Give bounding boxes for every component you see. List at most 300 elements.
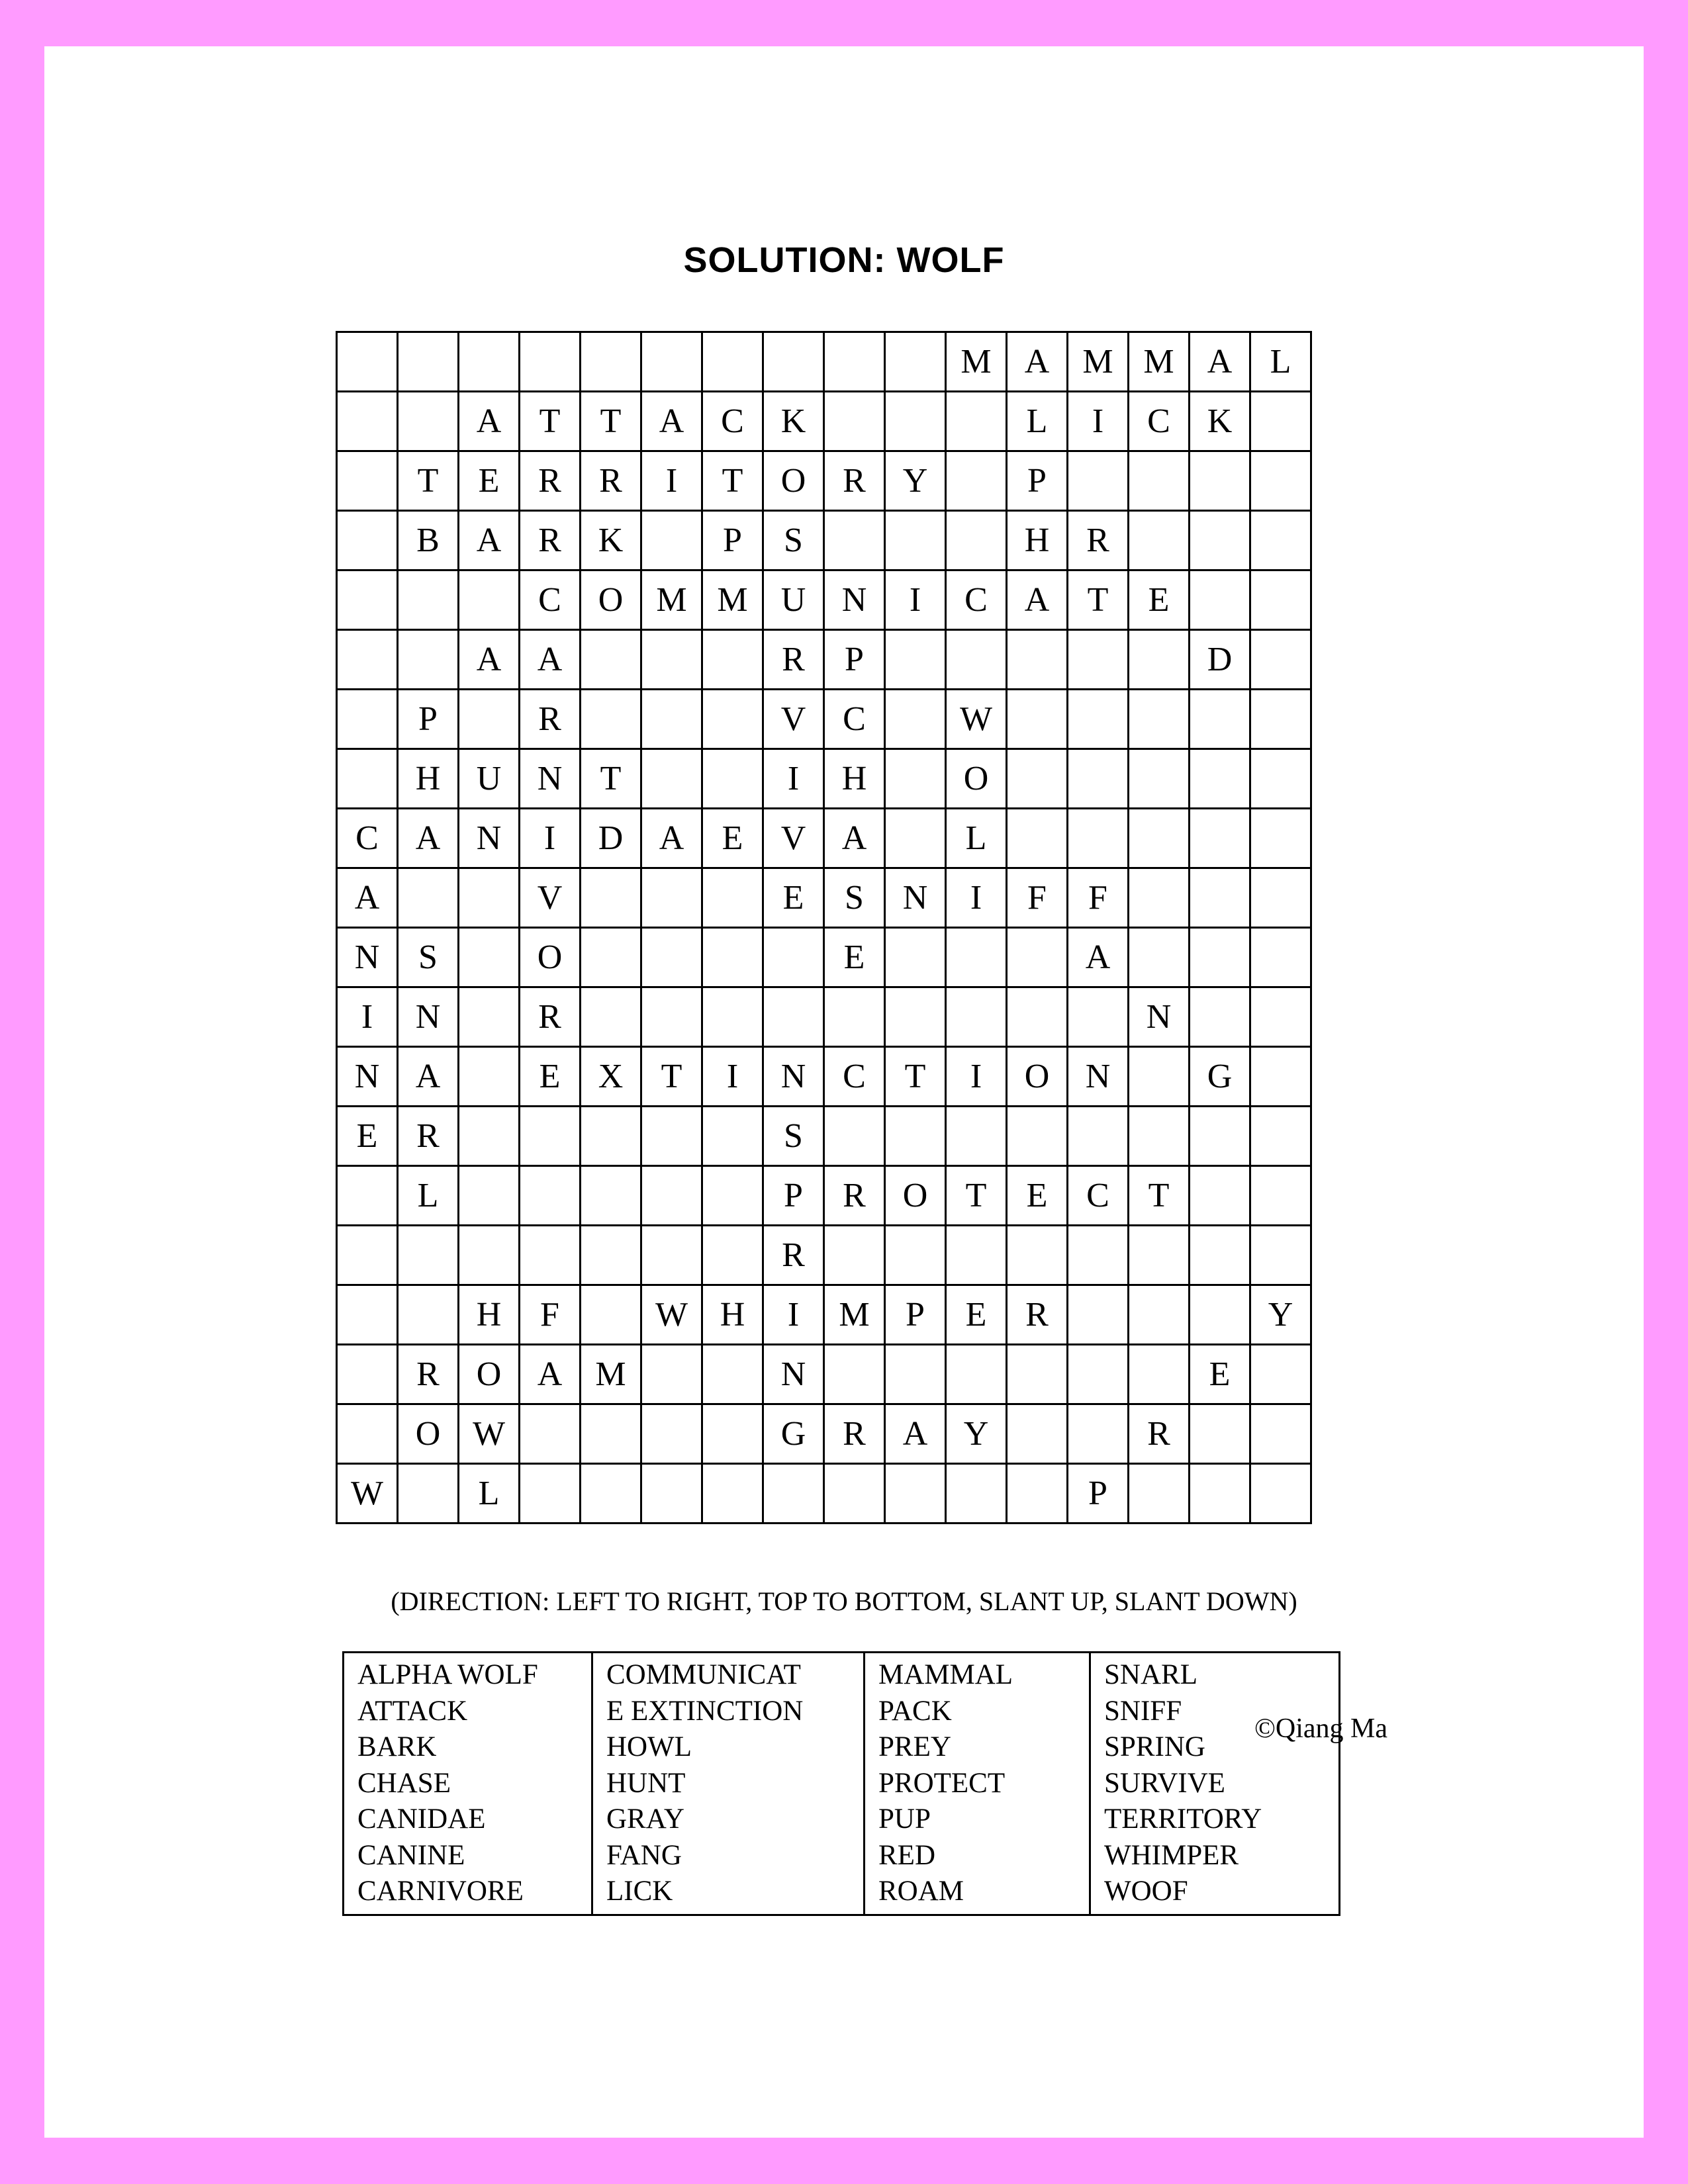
grid-cell — [459, 1166, 520, 1226]
grid-cell — [1068, 1404, 1129, 1464]
grid-cell: S — [398, 928, 459, 987]
grid-cell: E — [824, 928, 885, 987]
grid-cell: L — [398, 1166, 459, 1226]
word-list-item: GRAY — [606, 1803, 684, 1835]
grid-cell — [1250, 928, 1311, 987]
grid-cell — [520, 332, 581, 392]
grid-cell: O — [946, 749, 1007, 809]
grid-cell — [1007, 1464, 1068, 1524]
grid-cell — [1250, 809, 1311, 868]
grid-cell — [459, 332, 520, 392]
grid-cell — [1129, 451, 1190, 511]
grid-cell: M — [581, 1345, 641, 1404]
grid-cell — [885, 1464, 946, 1524]
grid-cell: N — [1068, 1047, 1129, 1107]
grid-cell: R — [581, 451, 641, 511]
word-list-column — [344, 1653, 592, 1915]
grid-cell: M — [641, 570, 702, 630]
grid-cell: R — [398, 1107, 459, 1166]
word-list-item: E EXTINCTION — [606, 1695, 804, 1727]
grid-cell: T — [885, 1047, 946, 1107]
grid-cell: K — [1190, 392, 1250, 451]
grid-cell — [1129, 511, 1190, 570]
word-list-item: SPRING — [1104, 1731, 1205, 1762]
grid-cell — [1129, 1107, 1190, 1166]
grid-cell — [459, 1226, 520, 1285]
direction-note: (DIRECTION: LEFT TO RIGHT, TOP TO BOTTOM, SLANT UP, SLANT DOWN) — [391, 1586, 1297, 1616]
word-list-item: HOWL — [606, 1731, 692, 1762]
grid-cell — [398, 332, 459, 392]
grid-cell: E — [702, 809, 763, 868]
grid-cell — [1129, 1464, 1190, 1524]
grid-cell — [946, 1226, 1007, 1285]
grid-cell — [946, 928, 1007, 987]
grid-cell — [1250, 1107, 1311, 1166]
grid-cell: I — [337, 987, 398, 1047]
grid-cell — [702, 928, 763, 987]
grid-cell: V — [520, 868, 581, 928]
grid-cell: I — [885, 570, 946, 630]
grid-cell — [1250, 987, 1311, 1047]
grid-cell: W — [459, 1404, 520, 1464]
grid-cell — [885, 1226, 946, 1285]
grid-cell — [702, 749, 763, 809]
grid-cell — [885, 1107, 946, 1166]
grid-cell: H — [398, 749, 459, 809]
grid-row — [337, 809, 1311, 868]
grid-cell — [1007, 690, 1068, 749]
word-list-item: COMMUNICAT — [606, 1659, 801, 1690]
grid-cell: T — [581, 749, 641, 809]
grid-cell — [763, 1464, 824, 1524]
grid-cell — [337, 570, 398, 630]
word-list-item: CANIDAE — [357, 1803, 486, 1835]
word-list-item: SURVIVE — [1104, 1767, 1225, 1799]
grid-cell — [1068, 630, 1129, 690]
grid-cell — [702, 868, 763, 928]
copyright: ©Qiang Ma — [1254, 1713, 1388, 1744]
grid-cell: R — [763, 1226, 824, 1285]
grid-cell: E — [1129, 570, 1190, 630]
grid-cell — [1007, 987, 1068, 1047]
grid-cell — [459, 987, 520, 1047]
grid-row — [337, 1107, 1311, 1166]
grid-row — [337, 1047, 1311, 1107]
grid-cell: K — [763, 392, 824, 451]
grid-cell: R — [1007, 1285, 1068, 1345]
grid-cell: R — [824, 1404, 885, 1464]
grid-cell — [581, 1107, 641, 1166]
grid-cell — [1007, 1226, 1068, 1285]
grid-cell: A — [459, 392, 520, 451]
grid-cell: S — [824, 868, 885, 928]
grid-cell: R — [398, 1345, 459, 1404]
grid-cell — [1250, 1166, 1311, 1226]
grid-cell — [1250, 392, 1311, 451]
grid-cell — [337, 690, 398, 749]
grid-cell — [1007, 1404, 1068, 1464]
grid-cell: B — [398, 511, 459, 570]
grid-cell — [702, 630, 763, 690]
page-title: SOLUTION: WOLF — [683, 240, 1005, 280]
grid-cell — [1250, 451, 1311, 511]
grid-cell — [1007, 928, 1068, 987]
grid-cell: Y — [885, 451, 946, 511]
grid-cell — [1190, 1166, 1250, 1226]
grid-cell — [885, 392, 946, 451]
grid-cell: N — [885, 868, 946, 928]
grid-cell — [337, 1226, 398, 1285]
grid-cell: I — [520, 809, 581, 868]
grid-cell — [641, 690, 702, 749]
grid-cell — [946, 511, 1007, 570]
grid-cell — [1190, 511, 1250, 570]
word-list-column — [592, 1653, 865, 1915]
grid-cell — [641, 511, 702, 570]
grid-cell — [1250, 1404, 1311, 1464]
grid-cell: R — [520, 451, 581, 511]
grid-cell: M — [946, 332, 1007, 392]
grid-cell — [1190, 1226, 1250, 1285]
grid-cell: Y — [946, 1404, 1007, 1464]
grid-cell: O — [398, 1404, 459, 1464]
grid-cell: R — [520, 511, 581, 570]
grid-cell — [337, 1345, 398, 1404]
word-list-item: MAMMAL — [878, 1659, 1013, 1690]
grid-cell — [946, 451, 1007, 511]
grid-cell — [763, 928, 824, 987]
word-list-item: RED — [878, 1839, 935, 1871]
grid-cell — [824, 1345, 885, 1404]
grid-cell: U — [763, 570, 824, 630]
grid-cell — [1190, 928, 1250, 987]
grid-cell — [641, 749, 702, 809]
grid-cell — [581, 630, 641, 690]
grid-cell — [946, 1345, 1007, 1404]
grid-cell: C — [824, 1047, 885, 1107]
grid-cell — [885, 987, 946, 1047]
grid-cell: W — [337, 1464, 398, 1524]
grid-cell — [1129, 690, 1190, 749]
grid-cell — [885, 630, 946, 690]
word-list-item: BARK — [357, 1731, 437, 1762]
grid-cell: T — [581, 392, 641, 451]
grid-cell — [885, 1345, 946, 1404]
grid-cell: W — [641, 1285, 702, 1345]
grid-cell: A — [1007, 570, 1068, 630]
grid-cell: C — [824, 690, 885, 749]
grid-cell — [398, 1464, 459, 1524]
grid-cell: N — [763, 1345, 824, 1404]
grid-cell: T — [641, 1047, 702, 1107]
grid-cell — [1250, 749, 1311, 809]
grid-cell: A — [398, 1047, 459, 1107]
grid-cell: O — [520, 928, 581, 987]
grid-cell — [1190, 1464, 1250, 1524]
grid-cell — [337, 1404, 398, 1464]
grid-cell: E — [1007, 1166, 1068, 1226]
grid-cell — [581, 690, 641, 749]
grid-cell: I — [1068, 392, 1129, 451]
grid-row — [337, 1226, 1311, 1285]
grid-cell: A — [1007, 332, 1068, 392]
word-list-item: PREY — [878, 1731, 951, 1762]
grid-cell: Y — [1250, 1285, 1311, 1345]
grid-cell — [1190, 451, 1250, 511]
grid-cell: A — [885, 1404, 946, 1464]
grid-cell — [1007, 809, 1068, 868]
grid-cell: P — [763, 1166, 824, 1226]
grid-cell: O — [763, 451, 824, 511]
grid-cell: R — [824, 1166, 885, 1226]
grid-cell — [1068, 690, 1129, 749]
grid-cell — [1007, 749, 1068, 809]
grid-cell: A — [337, 868, 398, 928]
grid-row — [337, 1464, 1311, 1524]
grid-cell: G — [1190, 1047, 1250, 1107]
grid-cell — [1190, 1285, 1250, 1345]
grid-cell — [702, 1404, 763, 1464]
word-list-item: ALPHA WOLF — [357, 1659, 538, 1690]
word-list-item: CARNIVORE — [357, 1876, 524, 1907]
grid-cell — [520, 1464, 581, 1524]
grid-cell: E — [337, 1107, 398, 1166]
grid-row — [337, 451, 1311, 511]
grid-cell: N — [520, 749, 581, 809]
grid-cell: P — [702, 511, 763, 570]
word-list-item: SNIFF — [1104, 1695, 1182, 1727]
grid-cell — [824, 511, 885, 570]
grid-cell — [763, 987, 824, 1047]
grid-cell — [398, 868, 459, 928]
grid-cell — [1250, 1345, 1311, 1404]
grid-cell — [1129, 1285, 1190, 1345]
grid-cell — [337, 749, 398, 809]
grid-cell: E — [946, 1285, 1007, 1345]
grid-row — [337, 1166, 1311, 1226]
grid-cell: E — [459, 451, 520, 511]
grid-cell: R — [520, 987, 581, 1047]
grid-cell: A — [520, 1345, 581, 1404]
grid-cell — [337, 1285, 398, 1345]
grid-cell — [1068, 1285, 1129, 1345]
grid-cell: N — [398, 987, 459, 1047]
word-list-item: CHASE — [357, 1767, 451, 1799]
grid-cell: C — [337, 809, 398, 868]
grid-cell: D — [581, 809, 641, 868]
grid-cell: N — [763, 1047, 824, 1107]
grid-cell — [702, 1226, 763, 1285]
grid-cell: S — [763, 511, 824, 570]
grid-cell — [641, 630, 702, 690]
grid-cell — [641, 1107, 702, 1166]
grid-cell: I — [763, 1285, 824, 1345]
grid-cell — [1129, 928, 1190, 987]
grid-cell: T — [520, 392, 581, 451]
grid-row — [337, 332, 1311, 392]
grid-cell — [1250, 630, 1311, 690]
word-list-item: HUNT — [606, 1767, 686, 1799]
grid-cell: P — [1068, 1464, 1129, 1524]
grid-cell — [1007, 1107, 1068, 1166]
grid-row — [337, 868, 1311, 928]
grid-cell: M — [1129, 332, 1190, 392]
grid-cell — [398, 630, 459, 690]
grid-cell — [641, 1464, 702, 1524]
grid-cell — [885, 749, 946, 809]
grid-cell: R — [1129, 1404, 1190, 1464]
grid-cell: S — [763, 1107, 824, 1166]
grid-row — [337, 630, 1311, 690]
grid-row — [337, 392, 1311, 451]
grid-cell — [885, 928, 946, 987]
grid-cell: C — [520, 570, 581, 630]
grid-cell — [1250, 868, 1311, 928]
grid-cell: L — [1250, 332, 1311, 392]
grid-cell — [1250, 1226, 1311, 1285]
grid-cell — [641, 332, 702, 392]
grid-cell: I — [641, 451, 702, 511]
grid-cell — [581, 987, 641, 1047]
grid-row — [337, 570, 1311, 630]
grid-cell: O — [885, 1166, 946, 1226]
grid-cell: U — [459, 749, 520, 809]
grid-cell: E — [1190, 1345, 1250, 1404]
grid-cell — [1007, 1345, 1068, 1404]
grid-cell — [641, 1404, 702, 1464]
grid-cell: I — [946, 1047, 1007, 1107]
grid-row — [337, 690, 1311, 749]
grid-cell: O — [581, 570, 641, 630]
grid-cell — [1068, 1345, 1129, 1404]
grid-cell — [824, 1107, 885, 1166]
grid-cell: O — [459, 1345, 520, 1404]
word-list-item: ROAM — [878, 1876, 964, 1907]
grid-cell — [1250, 1464, 1311, 1524]
grid-cell: P — [824, 630, 885, 690]
grid-cell — [1190, 987, 1250, 1047]
word-list — [342, 1651, 1340, 1916]
grid-cell: P — [1007, 451, 1068, 511]
grid-cell: H — [1007, 511, 1068, 570]
grid-cell — [702, 1107, 763, 1166]
grid-cell — [398, 1285, 459, 1345]
grid-cell: R — [1068, 511, 1129, 570]
grid-cell — [1190, 690, 1250, 749]
grid-cell: T — [702, 451, 763, 511]
grid-cell — [1129, 809, 1190, 868]
grid-cell — [459, 1107, 520, 1166]
grid-cell — [885, 809, 946, 868]
word-list-item: SNARL — [1104, 1659, 1197, 1690]
grid-cell — [581, 868, 641, 928]
grid-cell — [459, 570, 520, 630]
grid-cell: A — [824, 809, 885, 868]
grid-cell — [702, 1464, 763, 1524]
grid-cell — [337, 630, 398, 690]
grid-cell — [1129, 1345, 1190, 1404]
grid-cell: A — [1068, 928, 1129, 987]
grid-cell — [702, 987, 763, 1047]
grid-row — [337, 749, 1311, 809]
grid-cell — [520, 1226, 581, 1285]
grid-cell — [581, 1285, 641, 1345]
grid-cell: E — [763, 868, 824, 928]
grid-cell: N — [459, 809, 520, 868]
grid-cell — [641, 1226, 702, 1285]
grid-row — [337, 511, 1311, 570]
grid-cell — [885, 511, 946, 570]
grid-cell — [1190, 1107, 1250, 1166]
grid-cell — [581, 1166, 641, 1226]
grid-cell — [1068, 1226, 1129, 1285]
grid-row — [337, 1345, 1311, 1404]
grid-cell: A — [459, 511, 520, 570]
grid-cell — [337, 392, 398, 451]
grid-cell — [1068, 451, 1129, 511]
grid-cell: V — [763, 690, 824, 749]
grid-cell: L — [946, 809, 1007, 868]
grid-cell — [946, 1107, 1007, 1166]
grid-cell: A — [641, 809, 702, 868]
grid-cell — [885, 332, 946, 392]
grid-cell — [459, 928, 520, 987]
word-list-item: TERRITORY — [1104, 1803, 1262, 1835]
grid-row — [337, 1285, 1311, 1345]
grid-cell — [1190, 749, 1250, 809]
grid-cell: A — [1190, 332, 1250, 392]
grid-cell — [1129, 749, 1190, 809]
grid-cell — [1250, 570, 1311, 630]
grid-cell — [1068, 749, 1129, 809]
word-list-column — [865, 1653, 1090, 1915]
grid-cell — [1068, 1107, 1129, 1166]
word-list-item: WOOF — [1104, 1876, 1188, 1907]
grid-cell — [763, 332, 824, 392]
grid-cell — [1007, 630, 1068, 690]
word-list-item: FANG — [606, 1839, 682, 1871]
grid-cell: P — [885, 1285, 946, 1345]
grid-cell: E — [520, 1047, 581, 1107]
grid-cell — [337, 332, 398, 392]
grid-cell: N — [1129, 987, 1190, 1047]
grid-cell — [824, 392, 885, 451]
grid-cell: T — [1068, 570, 1129, 630]
grid-row — [337, 987, 1311, 1047]
grid-cell — [398, 392, 459, 451]
grid-cell: I — [763, 749, 824, 809]
grid-cell — [520, 1404, 581, 1464]
word-list-column — [1090, 1653, 1340, 1915]
grid-cell: V — [763, 809, 824, 868]
grid-cell — [1250, 690, 1311, 749]
grid-cell: H — [459, 1285, 520, 1345]
word-list-item: PACK — [878, 1695, 952, 1727]
word-list-item: PUP — [878, 1803, 931, 1835]
grid-cell: F — [520, 1285, 581, 1345]
grid-cell: A — [641, 392, 702, 451]
grid-cell: C — [946, 570, 1007, 630]
grid-cell — [946, 630, 1007, 690]
grid-cell — [1129, 630, 1190, 690]
grid-cell — [946, 987, 1007, 1047]
grid-cell — [702, 690, 763, 749]
word-list-item: LICK — [606, 1876, 673, 1907]
grid-cell — [520, 1107, 581, 1166]
grid-cell — [641, 928, 702, 987]
word-list-item: CANINE — [357, 1839, 465, 1871]
word-list-item: WHIMPER — [1104, 1839, 1239, 1871]
